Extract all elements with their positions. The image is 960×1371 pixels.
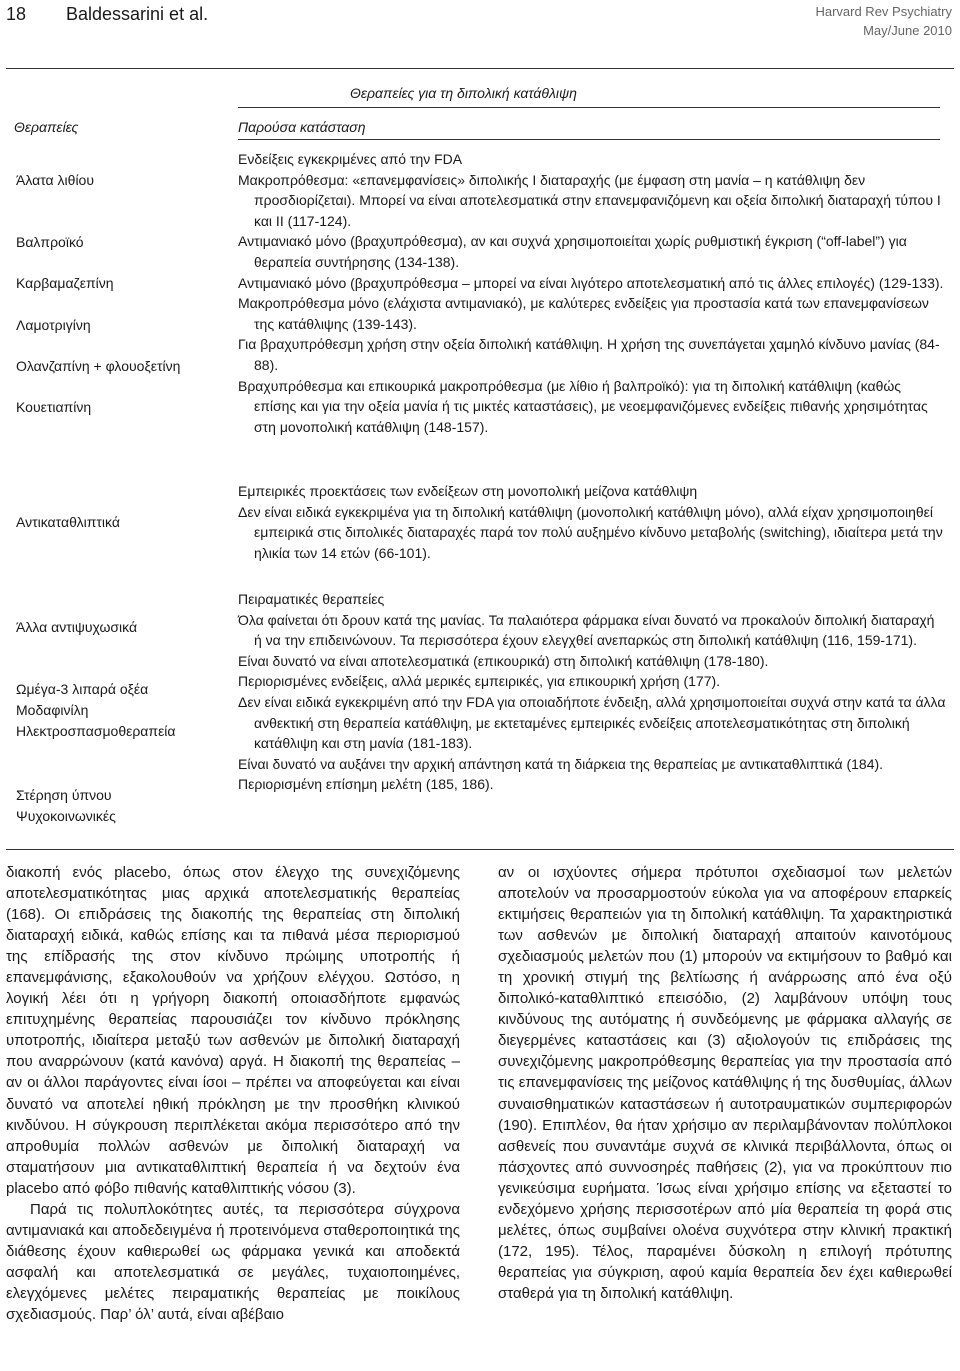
- status-ect: Δεν είναι ειδικά εγκεκριμένη από την FDA για οποιαδήποτε ένδειξη, αλλά χρησιμοποιείται συχνά στην κατά τα άλλα ανθεκτική στη θεραπεία κατάθλιψη, με εκτεταμένες εμπειρικές ενδείξεις αποτελεσματικότητας στη διπολική κατάθλιψη και στη μανία (181-183).: [238, 693, 946, 752]
- status-antidepressants: Δεν είναι ειδικά εγκεκριμένα για τη διπολική κατάθλιψη (μονοπολική κατάθλιψη μόνο), αλλά είχαν χρησιμοποιηθεί εμπειρικά στις διπολικές διαταραχές παρά τον πολύ αυξημένο κίνδυνο μεταβολής (switching), ιδιαίτερα μετά την ηλικία των 14 ετών (66-101).: [238, 503, 943, 561]
- section-heading: Ενδείξεις εγκεκριμένες από την FDA: [238, 151, 463, 167]
- section-heading: Πειραματικές θεραπείες: [238, 591, 385, 607]
- treatment-omega-3: Ωμέγα-3 λιπαρά οξέα: [16, 681, 149, 697]
- title-rule: [238, 107, 940, 108]
- column-header-status: Παρούσα κατάσταση: [238, 119, 366, 135]
- treatment-ect: Ηλεκτροσπασμοθεραπεία: [16, 723, 176, 739]
- treatment-other-antipsychotics: Άλλα αντιψυχωσικά: [16, 619, 138, 635]
- body-column-left: [6, 862, 460, 1325]
- treatment-olanzapine-fluoxetine: Ολανζαπίνη + φλουοξετίνη: [16, 358, 181, 374]
- paragraph: Παρά τις πολυπλοκότητες αυτές, τα περισσότερα σύγχρονα αντιμανιακά και αποδεδειγμένα ή προτεινόμενα σταθεροποιητικά της διάθεσης έχουν καθιερωθεί ως φάρμακα γενικά και αποδεκτά ασφαλή και αποτελεσματικά σε μεγάλες, τυχαιοποιημένες, ελεγχόμενες μελέτες πειραματικής θεραπείας με ποικίλους σχεδιασμούς. Παρ’ όλ’ αυτά, είναι αβέβαιο: [6, 1200, 460, 1323]
- table-title: Θεραπείες για τη διπολική κατάθλιψη: [350, 85, 577, 101]
- status-sleep-deprivation: Είναι δυνατό να αυξάνει την αρχική απάντηση κατά τη διάρκεια της θεραπείας με αντικαταθλιπτικά (184).: [238, 755, 884, 772]
- status-other-antipsychotics: Όλα φαίνεται ότι δρουν κατά της μανίας. Τα παλαιότερα φάρμακα είναι δυνατό να προκαλούν διπολική διαταραχή ή να την επιδεινώνουν. Τα περισσότερα έχουν ελεγχθεί ανεπαρκώς στη διπολική κατάθλιψη (116, 159-171).: [238, 611, 935, 649]
- status-psychosocial: Περιορισμένη επίσημη μελέτη (185, 186).: [238, 776, 494, 793]
- journal-name: Harvard Rev Psychiatry: [815, 4, 952, 19]
- status-valproate: Αντιμανιακό μόνο (βραχυπρόθεσμα), αν και συχνά χρησιμοποιείται χωρίς ρυθμιστική έγκριση (“off-label”) για θεραπεία συντήρησης (134-138).: [238, 233, 907, 270]
- body-column-right: [498, 862, 952, 1304]
- treatment-psychosocial: Ψυχοκοινωνικές: [16, 808, 116, 824]
- treatment-valproate: Βαλπροϊκό: [16, 234, 84, 250]
- status-lithium: Μακροπρόθεσμα: «επανεμφανίσεις» διπολικής Ι διαταραχής (με έμφαση στη μανία – η κατάθλιψη δεν προσδιορίζεται). Μπορεί να είναι αποτελεσματικά στην επανεμφανιζόμενη και οξεία διπολική διαταραχή τύπου Ι και ΙΙ (117-124).: [238, 171, 941, 229]
- treatment-quetiapine: Κουετιαπίνη: [16, 399, 92, 415]
- section-empirical: [238, 481, 946, 563]
- section-heading: Εμπειρικές προεκτάσεις των ενδείξεων στη μονοπολική μείζονα κατάθλιψη: [238, 483, 698, 499]
- journal-info: [815, 2, 952, 40]
- status-lamotrigine: Μακροπρόθεσμα μόνο (ελάχιστα αντιμανιακό), με καλύτερες ενδείξεις για προστασία κατά των επανεμφανίσεων της κατάθλιψης (139-143).: [238, 295, 929, 332]
- column-header-treatments: Θεραπείες: [14, 119, 79, 135]
- journal-issue: May/June 2010: [863, 23, 952, 38]
- header-rule: [238, 139, 940, 140]
- section-experimental: [238, 589, 946, 795]
- treatment-lamotrigine: Λαμοτριγίνη: [16, 317, 91, 333]
- status-omega-3: Είναι δυνατό να είναι αποτελεσματικά (επικουρικά) στη διπολική κατάθλιψη (178-180).: [238, 652, 769, 669]
- treatment-carbamazepine: Καρβαμαζεπίνη: [16, 275, 114, 291]
- section-fda: [238, 149, 946, 437]
- page-number: 18: [6, 4, 27, 24]
- status-carbamazepine: Αντιμανιακό μόνο (βραχυπρόθεσμα – μπορεί να είναι λιγότερο αποτελεσματική από τις άλλες επιλογές) (129-133).: [238, 274, 944, 291]
- status-quetiapine: Βραχυπρόθεσμα και επικουρικά μακροπρόθεσμα (με λίθιο ή βαλπροϊκό): για τη διπολική κατάθλιψη (καθώς επίσης και για την οξεία μανία ή τις μικτές καταστάσεις), με νεοεμφανιζόμενες ενδείξεις πιθανής χρησιμότητας στη μονοπολική κατάθλιψη (148-157).: [238, 377, 928, 435]
- treatments-table: [6, 68, 954, 850]
- treatment-lithium: Άλατα λιθίου: [16, 172, 94, 188]
- status-modafinil: Περιορισμένες ενδείξεις, αλλά μερικές εμπειρικές, για επικουρική χρήση (177).: [238, 673, 721, 690]
- paragraph: διακοπή ενός placebo, όπως στον έλεγχο της συνεχιζόμενης αποτελεσματικότητας μιας αρχικά αποτελεσματικής θεραπείας (168). Οι επιδράσεις της διακοπής της θεραπείας στη διπολική διαταραχή ειδικά, καθώς επίσης και τα πιθανά μέσα περιορισμού της επίδρασής της στον κίνδυνο πρώιμης υποτροπής ή επανεμφάνισης, εξακολουθούν να χρήζουν ελέγχου. Ωστόσο, η λογική λέει ότι η γρήγορη διακοπή οποιασδήποτε εμφανώς επιτυχημένης θεραπείας παρουσιάζει τον κίνδυνο πρόκλησης υποτροπής, ιδιαίτερα μεταξύ των ασθενών με διπολική διαταραχή που αναρρώνουν (κατά κανόνα) αργά. Η διακοπή της θεραπείας – αν οι άλλοι παράγοντες είναι ίσοι – πρέπει να αποφεύγεται και είναι δυνατό να αποτελεί ηθική πρόκληση με την προσθήκη κλινικού κινδύνου. Η σύγκρουση περιπλέκεται ακόμα περισσότερο από την απροθυμία πολλών ασθενών με διπολική διαταραχή να σταματήσουν μια αντικαταθλιπτική θεραπεία ή να δεχτούν ένα placebo από φόβο πιθανής καταθλιπτικής νόσου (3).: [6, 864, 460, 1197]
- treatment-modafinil: Μοδαφινίλη: [16, 702, 89, 718]
- status-olanzapine-fluoxetine: Για βραχυπρόθεσμη χρήση στην οξεία διπολική κατάθλιψη. Η χρήση της συνεπάγεται χαμηλό κίνδυνο μανίας (84-88).: [238, 336, 940, 373]
- treatment-antidepressants: Αντικαταθλιπτικά: [16, 514, 120, 530]
- running-authors: Baldessarini et al.: [66, 4, 209, 24]
- page-header: [0, 0, 960, 46]
- treatment-sleep-deprivation: Στέρηση ύπνου: [16, 787, 112, 803]
- paragraph: αν οι ισχύοντες σήμερα πρότυποι σχεδιασμοί των μελετών αποτελούν να προσαρμοστούν εύκολα για να αποφέρουν επαρκείς εκτιμήσεις θεραπειών για τη διπολική κατάθλιψη. Τα χαρακτηριστικά των ασθενών με διπολική διαταραχή απαιτούν καινοτόμους σχεδιασμούς μελετών που (1) μπορούν να εκτιμήσουν το βαθμό και τη χρονική στιγμή της βελτίωσης ή ανάρρωσης από ένα οξύ διπολικό-καταθλιπτικό επεισόδιο, (2) λαμβάνουν υπόψη τους κινδύνους της αυτόματης ή συνδεόμενης με φάρμακα αλλαγής σε διεγερμένες καταστάσεις και (3) αξιολογούν τις επιδράσεις της συνεχιζόμενης μακροπρόθεσμης θεραπείας για την προστασία από τις επανεμφανίσεις της μείζονος κατάθλιψης ή της δυσθυμίας, άλλων συναισθηματικών καταστάσεων ή αυτοτραυματικών συμπεριφορών (190). Επιπλέον, θα ήταν χρήσιμο αν περιλαμβάνονταν πολύπλοκοι ασθενείς που συναντάμε συχνά σε κλινικά περιβάλλοντα, όπως οι πάσχοντες από συννοσηρές παθήσεις (2), για να προκύπτουν πιο γενικεύσιμα ευρήματα. Ίσως είναι χρήσιμο επίσης να εξεταστεί το ενδεχόμενο χρήσης περισσοτέρων από μία θεραπεία τη φορά στις μελέτες, όπως συμβαίνει ολοένα συχνότερα στην κλινική πρακτική (172, 195). Τέλος, παραμένει δύσκολη η επιλογή πρότυπης θεραπείας για σύγκριση, αφού καμία θεραπεία δεν έχει καθιερωθεί σταθερά για τη διπολική κατάθλιψη.: [498, 864, 952, 1302]
